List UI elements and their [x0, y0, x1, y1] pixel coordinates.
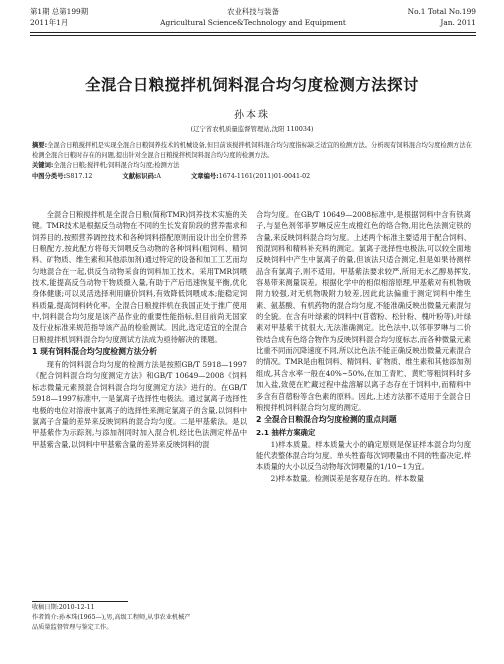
keywords-label: 关键词: — [32, 162, 54, 170]
journal-name-en: Agricultural Science&Technology and Equipment — [160, 18, 346, 27]
doc-code: 文献标识码:A — [122, 172, 161, 180]
footnote-rule — [32, 601, 128, 602]
abstract-block — [32, 141, 472, 182]
author-name: 孙本珠 — [234, 110, 270, 121]
intro-paragraph: 全混合日粮搅拌机是全混合日粮(简称TMR)饲养技术实施的关键。TMR技术是根据反刍动物在不同的生长发育阶段的营养需求和饲养目的,按照营养调控技术和各种饲料搭配原则而设计出全价营养日粮配方,按此配方将每天饲喂反刍动物的各种饲料(粗饲料、精饲料、矿物质、维生素和其他添加剂)通过特定的设备和加工工艺而均匀地混合在一起,供反刍动物采食的饲料加工技术。采用TMR饲喂技术,能提高反刍动物干物质摄入量,有助于产后迅速恢复平衡,优化身体健康;可以灵活选择利用廉价饲料,有效降低饲喂成本;能稳定饲料质量,提高饲料转化率。全混合日粮搅拌机在我国正处于推广使用中,饲料混合均匀度是该产品作业的重要性能指标,但目前尚无国家及行业标准来规范指导该产品的检验测试。因此,选定适宜的全混合日粮搅拌机饲料混合均匀度测试方法成为亟待解决的课题。 — [32, 210, 247, 344]
abstract-label: 摘要: — [32, 142, 48, 149]
keywords-text: 全混合日粮;搅拌机;饲料混合均匀度;检测方法 — [53, 162, 180, 170]
issue-date: 2011年1月 — [30, 18, 69, 27]
article-number: 文章编号:1674-1161(2011)01-0041-02 — [190, 172, 311, 180]
subsection-heading-2-1: 2.1 抽样方案确定 — [256, 428, 316, 438]
issue-number-en: No.1 Total No.199 — [407, 7, 476, 16]
section-1-paragraph: 现有的饲料混合均匀度的检测方法是按照GB/T 5918—1997《配合饲料混合均匀度测定方法》和GB/T 10649—2008《饲料标志微量元素预混合饲料混合均匀度测定方法》进行的。在GB/T 5918—1997标准中,一是氯离子选择性电极法。通过氯离子选择性电极的电位对溶液中氯离子的选择性来测定氯离子的含量,以饲料中氯离子含量的差异来反映饲料的混合均匀度。二是甲基紫法。是以甲基紫作为示踪剂,与添加剂同时加入混合机,经比色法测定样品中甲基紫含量,以饲料中甲基紫含量的差异来反映饲料的混 — [32, 360, 247, 449]
author-affiliation: (辽宁省农机质量监督管理站,沈阳 110034) — [190, 125, 314, 133]
abstract-text: 全混合日粮搅拌机是实现全混合日粮饲养技术的机械设备,但目前该搅拌机饲料混合均匀度指标缺乏适宜的检测方法。分析现有饲料混合均匀度检测方法在检测全混合日粮时存在的问题,提出针对全混合日粮搅拌机饲料混合均匀度的检测方法。 — [32, 142, 472, 160]
author-bio-cont: 品质量监督管理与鉴定工作。 — [32, 624, 113, 631]
issue-info-en — [408, 6, 476, 28]
received-date: 收稿日期:2010-12-11 — [32, 604, 95, 611]
section-1-continued: 合均匀度。在GB/T 10649—2008标准中,是根据饲料中含有铁离子,与显色剂邻菲罗啉反应生成橙红色的络合物,用比色法测定铁的含量,来反映饲料混合均匀度。上述两个标准主要适用于配合饲料、预混饲料和精料补充料的测定。氯离子选择性电极法,可以较全面地反映饲料中产生中氯离子的量,但该法只适合测定,但是如果待测样品含有氯离子,则不适用。甲基紫法要求较严,所用无水乙醇易挥发,容易带来测量误差。根据化学中的相似相溶原理,甲基紫对有机物吸附力较强,对无机物吸附力较差,因此此法偏重于测定饲料中维生素、氨基酸、有机药物的混合均匀度,不能准确反映出微量元素混匀的全貌。在含有叶绿素的饲料中(苜蓿粉、松针粉、槐叶粉等),叶绿素对甲基紫干扰很大,无法准确测定。比色法中,以邻菲罗啉与二价铁结合成有色络合物作为反映饲料混合均匀度标志,而各种微量元素比重不同而沉降速度不同,所以比色法不能正确反映出微量元素混合的情况。TMR是由粗饲料、精饲料、矿物质、维生素和其他添加剂组成,其含水率一般在40%~50%,在加工青贮、黄贮等粗饲料时多加入盐,致使在贮藏过程中盐溶解以离子态存在于饲料中,而精料中多含有苜蓿粉等含色素的原料。因此,上述方法都不适用于全混合日粮搅拌机饲料混合均匀度的测定。 — [256, 210, 471, 412]
issue-number: 第1期 总第199期 — [30, 7, 89, 16]
sample-count-paragraph: 2)样本数量。检测误差是客观存在的。样本数量 — [270, 473, 425, 483]
footnote — [32, 603, 247, 633]
issue-date-en: Jan. 2011 — [440, 18, 476, 27]
author-bio: 作者简介:孙本珠(1965—),男,高级工程师,从事农业机械产 — [32, 614, 191, 621]
left-column — [32, 209, 247, 450]
section-heading-2: 2 全混合日粮混合均匀度检测的重点问题 — [256, 415, 397, 425]
header-rule-thin — [30, 35, 476, 36]
journal-name-cn: 农业科技与装备 — [227, 7, 279, 16]
section-heading-1: 1 现有饲料混合均匀度检测方法分析 — [32, 347, 158, 357]
clc-code: 中图分类号:S817.12 — [32, 172, 93, 180]
abstract — [32, 141, 472, 161]
classification-line — [32, 172, 472, 182]
header-rule — [30, 32, 476, 33]
keywords — [32, 161, 472, 171]
paper-title: 全混合日粮搅拌机饲料混合均匀度检测方法探讨 — [85, 76, 419, 94]
right-column — [256, 209, 471, 484]
sample-mass-paragraph: 1)样本质量。样本质量大小的确定原则是保证样本混合均匀度能代表整体混合均匀度。单头牲畜每次饲喂量由不同的牲畜决定,样本质量的大小以反刍动物每次饲喂量的1/10~1为宜。 — [256, 439, 471, 472]
